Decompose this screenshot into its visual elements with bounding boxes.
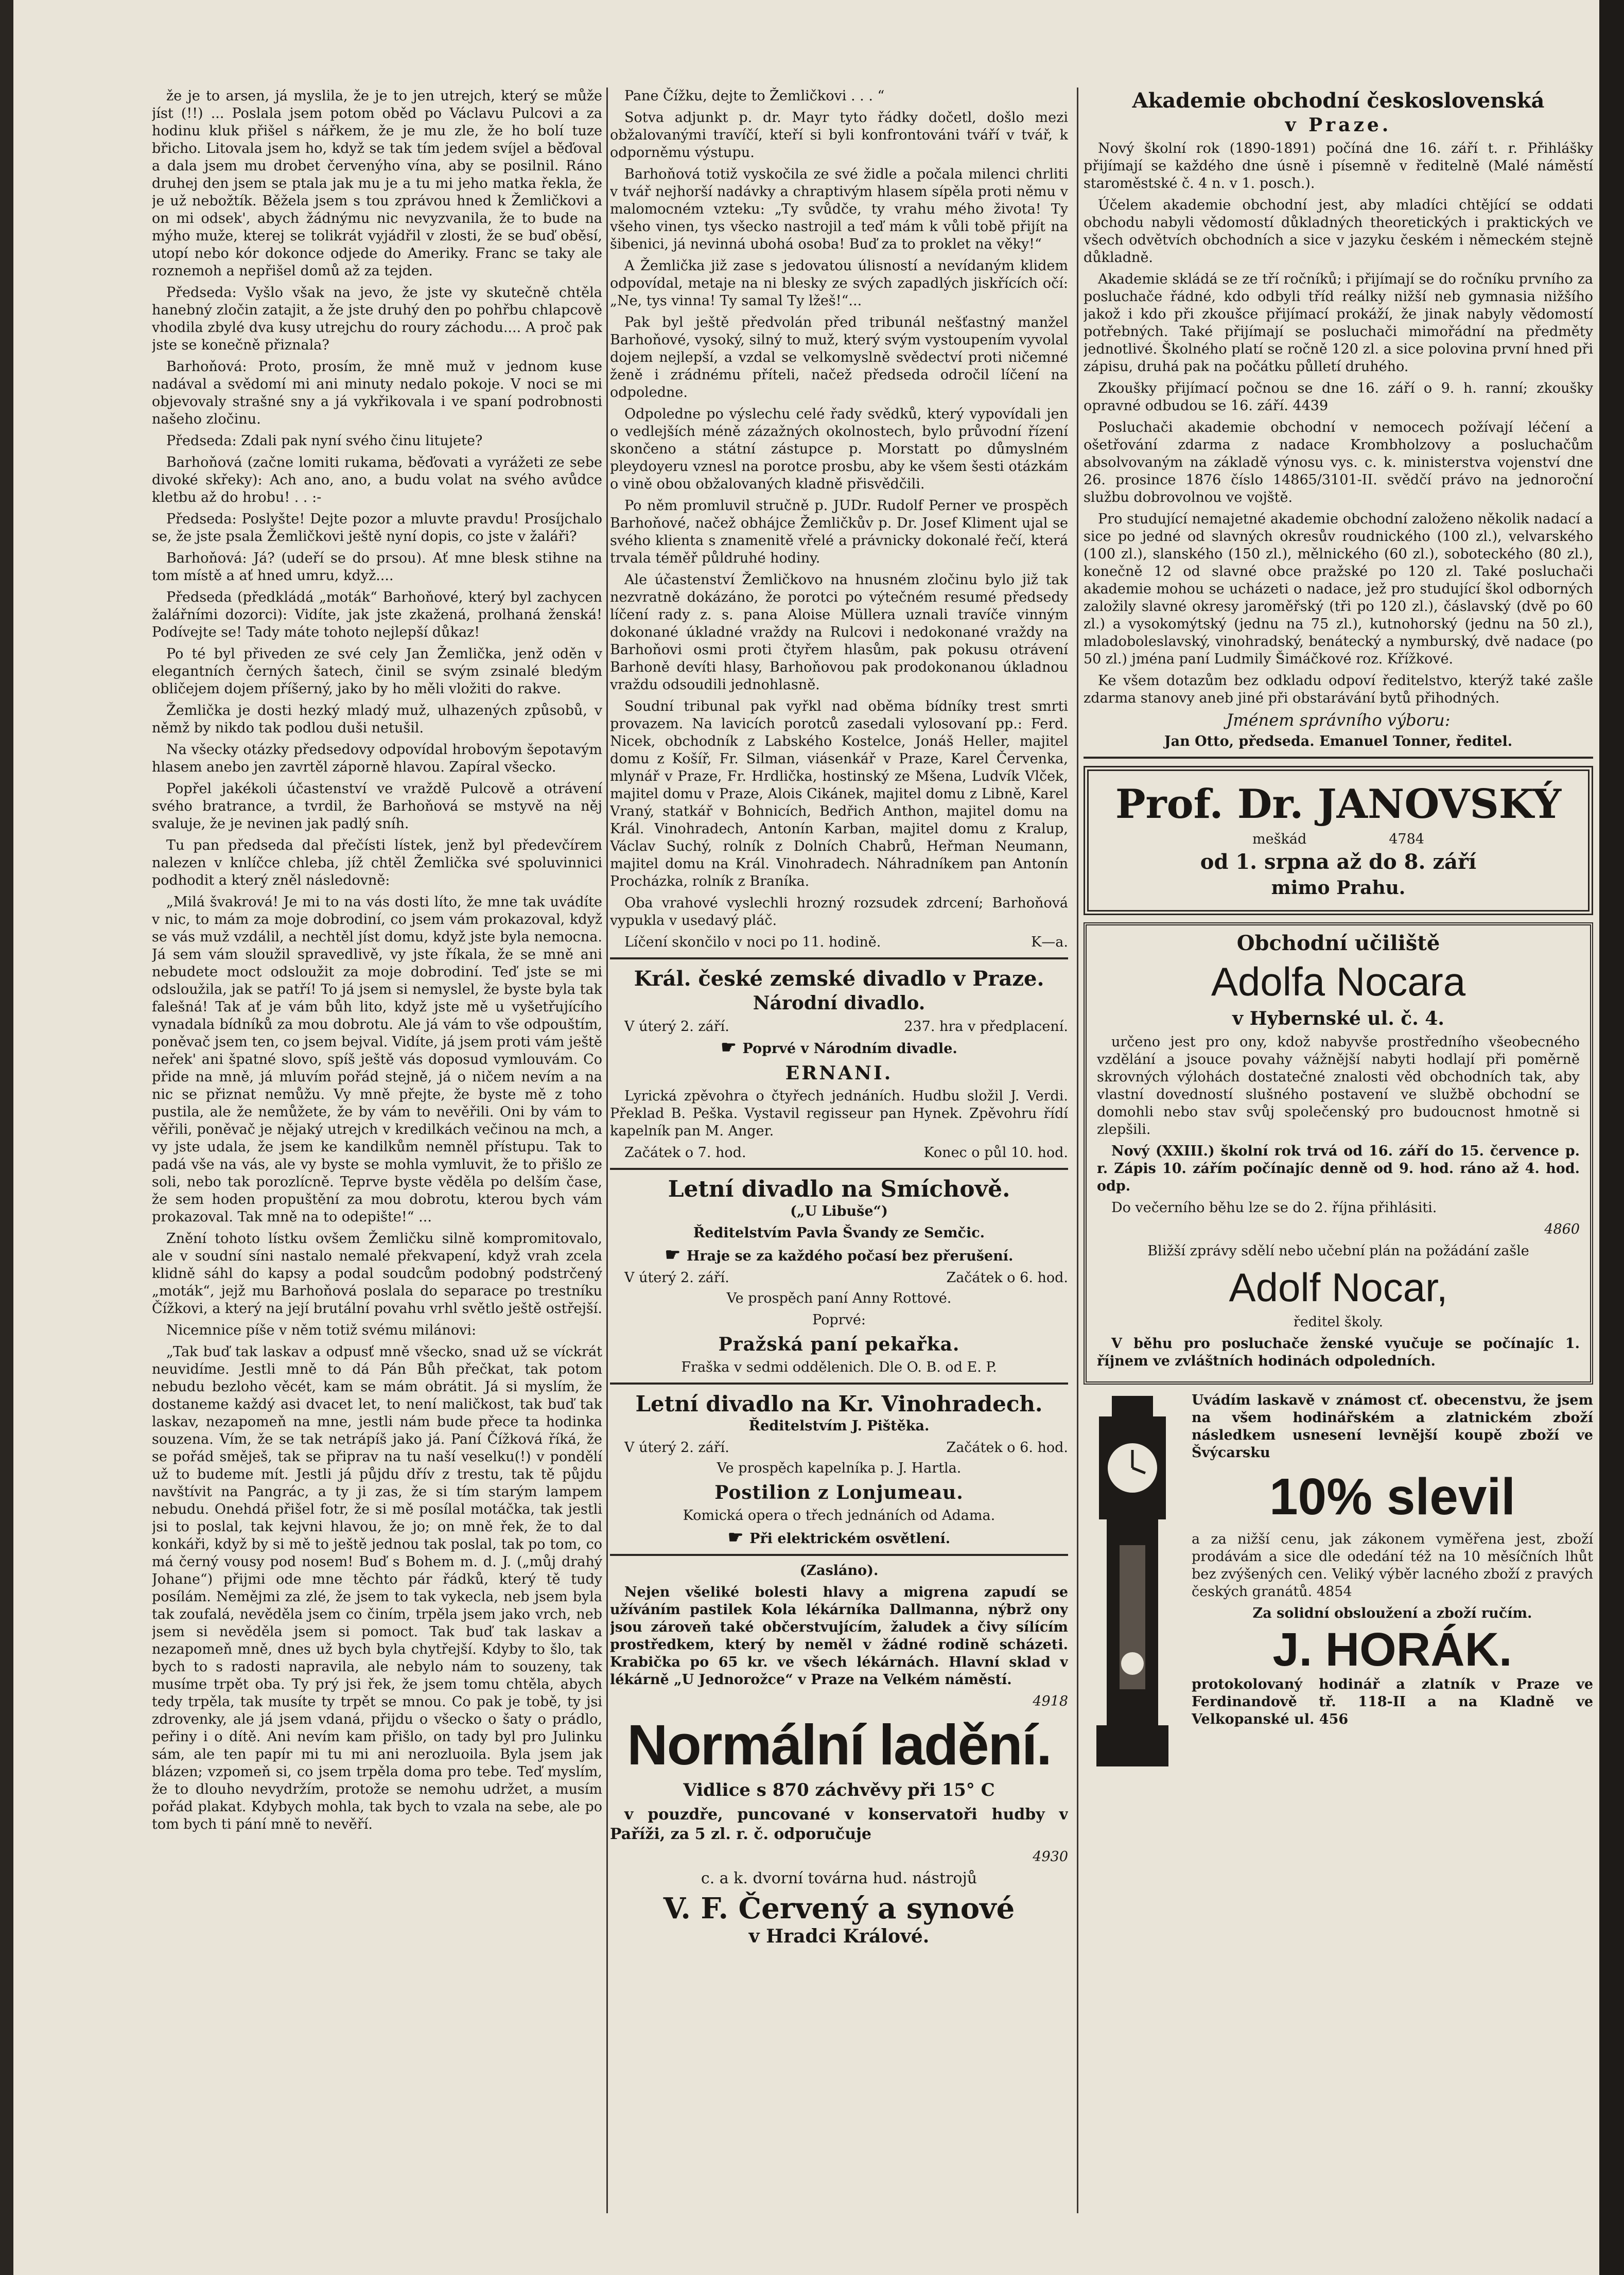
paragraph: Po něm promluvil stručně p. JUDr. Rudolf Perner ve prospěch Barhoňové, načež obhájce Žemličkův p. Dr. Josef Kliment ujal se svého klienta s znamenitě vřelé a právnicky dokonalé řečí, která trvala téměř půldruhé hodiny. (610, 498, 1068, 566)
paragraph: Po té byl přiveden ze své cely Jan Žemlička, jenž oděn v elegantních černých šatech, činil se svým zsinalé bledým obličejem dojem příšerný, jako by ho měli vložiti do rakve. (152, 646, 602, 697)
date: V úterý 2. září. (624, 1019, 729, 1035)
time-row (610, 1144, 1068, 1162)
smichov-theater-listing (610, 1176, 1068, 1376)
paragraph: Zkoušky přijímací počnou se dne 16. září o 9. h. ranní; zkoušky opravné odbudou se 16. září. 4439 (1084, 380, 1593, 414)
advert-dates: od 1. srpna až do 8. září (1200, 850, 1477, 874)
lighting-note: ☛ Při elektrickém osvětlení. (727, 1527, 951, 1548)
advert-line: c. a k. dvorní továrna hud. nástrojů (701, 1869, 977, 1887)
play-title: ERNANI. (785, 1062, 893, 1084)
play-description: Komická opera o třech jednáních od Adama. (683, 1508, 996, 1524)
weather-note: ☛ Hraje se za každého počasí bez přerušení. (665, 1245, 1014, 1265)
theater-subtitle: („U Libuše“) (790, 1203, 888, 1219)
play-title: Pražská paní pekařka. (718, 1334, 960, 1355)
play-title: Postilion z Lonjumeau. (714, 1482, 964, 1503)
advert-number: 4930 (1033, 1849, 1068, 1865)
column-advertisements (1084, 87, 1593, 2224)
paragraph: Barhoňová totiž vyskočila ze své židle a počala milenci chrliti v tvář nejhorší nadávky a chraptivým hlasem sípěla proti němu v malomocném vzteku: „Ty svůdče, ty vrahu mého života! Ty všeho vinen, tys všecko nastrojil a teď mám k vůli tobě přijít na šibenici, já nevinná ubohá osoba! Buď za to proklet na věky!“ (610, 166, 1068, 252)
firm-city: v Hradci Králové. (748, 1926, 930, 1947)
advert-guarantee: Za solidní obsloužení a zboží ručím. (1252, 1605, 1532, 1621)
merchant-name: J. HORÁK. (1272, 1623, 1512, 1676)
paragraph: Předseda (předkládá „moták“ Barhoňové, který byl zachycen žalářními dozorci): Vidíte, jak jste zkažená, prolhaná ženská! Podívejte se! Tady máte tohoto nejlepší důkaz! (152, 589, 602, 640)
theater-director: Ředitelstvím J. Pištěka. (748, 1418, 930, 1434)
date: V úterý 2. září. (624, 1270, 729, 1286)
paragraph: Na všecky otázky předsedovy odpovídal hrobovým šepotavým hlasem anebo jen zavrtěl záporně hlavou. Zapíral všecko. (152, 742, 602, 775)
advert-number: 4860 (1544, 1221, 1580, 1237)
horak-advert (1084, 1392, 1593, 1728)
paragraph: Soudní tribunal pak vyřkl nad oběma bídníky trest smrti provazem. Na lavicích porotců zasedali vylosovaní pp.: Ferd. Nicek, obchodník z Labského Kostelce, Jonáš Heller, majitel domu z Košíř, Fr. Silman, viásenkář v Praze, Karel Červenka, mlynář v Praze, Fr. Hrdlička, hostinský ze Mšena, Ludvík Vlček, majitel domu v Praze, Alois Cikánek, majitel domu z Libně, Karel Vraný, statkář v Bohnicích, Bedřich Anthon, majitel domu na Král. Vinohradech, Antonín Karban, majitel domu z Kralup, Václav Suchý, rolník z Dolních Chabrů, Heřman Neumann, majitel domu na Král. Vinohradech. Náhradníkem pan Antonín Procházka, rolník z Braníka. (610, 698, 1068, 889)
school-name: Adolfa Nocara (1211, 959, 1466, 1004)
paragraph: Předseda: Vyšlo však na jevo, že jste vy skutečně chtěla hanebný zločin zatajit, a že jste druhý den po pohřbu chlapcově vhodila zbylé dva kusy utrejchu do roury záchodu.... A proč pak jste se konečně přiznala? (152, 285, 602, 353)
signers: Jan Otto, předseda. Emanuel Tonner, ředitel. (1164, 733, 1513, 749)
advert-number: 4918 (1033, 1693, 1068, 1709)
theater-title: Letní divadlo na Kr. Vinohradech. (635, 1391, 1043, 1416)
paragraph: Pane Čížku, dejte to Žemličkovi . . . “ (624, 88, 885, 104)
advert-number: 4784 (1389, 831, 1424, 847)
advert-title: Normální ladění. (627, 1713, 1051, 1777)
advert-row (1099, 831, 1578, 848)
tuning-fork-advert (610, 1714, 1068, 1947)
vinohrady-theater-listing (610, 1391, 1068, 1548)
advert-line: meškád (1252, 831, 1307, 847)
paragraph: Znění tohoto lístku ovšem Žemličku silně kompromitovalo, ale v soudní síni nastalo nemalé překvapení, když vrah zcela klidně sáhl do kapsy a podal soudcům podobný podstrčený „moták“, jejž mu Barhoňová poslala do separace po trestníku Čížkovi, a který na její brutální povahu vrhl světlo ještě ostřejší. (152, 1231, 602, 1317)
theater-title: Letní divadlo na Smíchově. (668, 1176, 1010, 1202)
paragraph: Nový (XXIII.) školní rok trvá od 16. září do 15. července p. r. Zápis 10. zářím počínajíc denně od 9. hod. ráno až 4. hod. odp. (1097, 1143, 1580, 1194)
start-time: Začátek o 7. hod. (624, 1145, 746, 1161)
school-street: v Hybernské ul. č. 4. (1232, 1008, 1444, 1029)
paragraph: Akademie skládá se ze tří ročníků; i přijímají se do ročníku prvního za posluchače řádné, kdo odbyli tříd reálky nižší neb gymnasia nižšího jakož i kdo při zkoušce přijímací prokáží, že jinak nabyly vědomostí potřebných. Také přijímají se posluchači mimořádní na předměty jednotlivé. Školného platí se ročně 120 zl. a sice polovina první hned při zápisu, druhá pak na počátku půlletí druhého. (1084, 271, 1593, 375)
column-rule (1077, 87, 1078, 2213)
grandfather-clock-icon (1084, 1396, 1181, 1766)
theater-director: Ředitelstvím Pavla Švandy ze Semčic. (693, 1225, 985, 1241)
pointing-hand-icon: ☛ (727, 1527, 750, 1548)
firm-name: V. F. Červený a synové (663, 1892, 1015, 1926)
paragraph: Popřel jakékoli účastenství ve vraždě Pulcově a otrávení svého bratrance, a tvrdil, že Barhoňová se mstyvě na něj svaluje, že je nevinen jak padlý sníh. (152, 781, 602, 832)
paragraph: Žemlička je dosti hezký mladý muž, ulhazených způsobů, v němž by nikdo tak podlou duši netušil. (152, 703, 602, 736)
paragraph: Pak byl ještě předvolán před tribunál nešťastný manžel Barhoňové, vysoký, silný to muž, který svým vystoupením vyvolal dojem nejlepší, a vzdal se velkomyslně svědectví proti ničemné ženě i zrádnému příteli, načež předseda odročil líčení na odpoledne. (610, 314, 1068, 400)
author-signature: K—a. (1031, 934, 1068, 950)
director-name: Adolf Nocar, (1229, 1265, 1448, 1310)
scan-edge-left (0, 0, 13, 2275)
paragraph: Barhoňová: Proto, prosím, že mně muž v jednom kuse nadával a svědomí mi ani minuty nedalo pokoje. V noci se mi objevovaly strašné sny a já vykřikovala i ve spaní podrobnosti našeho zločinu. (152, 359, 602, 427)
paragraph: Do večerního běhu lze se do 2. října přihlásiti. (1111, 1200, 1437, 1216)
paragraph: Účelem akademie obchodní jest, aby mladíci chtějící se oddati obchodu nabyli vědomostí důkladných theoretických i praktických ve všech odvětvích obchodních a sice v jazyku českém i německém stejně důkladně. (1084, 197, 1593, 266)
column-rule (606, 87, 608, 2213)
closing-line (610, 934, 1068, 951)
divider (610, 1168, 1068, 1170)
pointing-hand-icon: ☛ (721, 1037, 743, 1058)
paragraph: Sotva adjunkt p. dr. Mayr tyto řádky dočetl, došlo mezi obžalovanými travíčí, kteří si byli konfrontováni tváří v tvář, k odporněmu výstupu. (610, 110, 1068, 161)
advert-text: Nejen všeliké bolesti hlavy a migrena zapudí se užíváním pastilek Kola lékárníka Dallmanna, nýbrž ony jsou zároveň také občerstvujícím, žaludek a čivy sílícím prostředkem, který by neměl v žádné rodině scházeti. Krabička po 65 kr. ve všech lékárnách. Hlavní sklad v lékárně „U Jednorožce“ v Praze na Velkém náměstí. (610, 1584, 1068, 1688)
end-time: Konec o půl 10. hod. (923, 1145, 1068, 1161)
date-row (610, 1018, 1068, 1036)
scan-edge-right (1599, 0, 1624, 2275)
paragraph: Tu pan předseda dal přečísti lístek, jenž byl předevčírem nalezen v knlíčce chleba, jíž chtěl Žemlička své spoluvinnici podhodit a který zněl následovně: (152, 837, 602, 888)
director-role: ředitel školy. (1293, 1314, 1384, 1330)
premiere-note: ☛ Poprvé v Národním divadle. (721, 1037, 957, 1058)
premiere-note: Poprvé: (812, 1312, 866, 1328)
nocar-school-advert (1084, 922, 1593, 1385)
start-time: Začátek o 6. hod. (946, 1270, 1068, 1286)
divider (610, 1382, 1068, 1385)
pointing-hand-icon: ☛ (665, 1245, 687, 1265)
merchant-address: protokolovaný hodinář a zlatník v Praze ve Ferdinandově tř. 118-II a na Kladně ve Velkopanské ul. 456 (1192, 1676, 1593, 1727)
divider (610, 1554, 1068, 1556)
paragraph: Barhoňová: Já? (udeří se do prsou). Ať mne blesk stihne na tom místě a ať hned umru, když.... (152, 550, 602, 584)
advert-title: Akademie obchodní československá (1132, 89, 1545, 113)
paragraph: „Milá švakrová! Je mi to na vás dosti líto, že mne tak uvádíte v nic, to mám za moje dobrodiní, co jsem vám prokazoval, když se vás muž vzdálil, a nechtěl jíst domu, když jste byla nemocna. Já sem vám sloužil spravedlivě, vy jste říkala, že se mně ani nebudete moct odsloužit za moje dobrodiní. Teď jste se mi odsloužila, jak se patří! To já jsem si nemyslel, že byste byla tak falešná! Tak ať je vám bůh lito, když jste mě u vyšetřujícího vynadala bídníků za mou dobrotu. Ale já vám to vše odpouštím, poněvač jsem ten, co jsem bejval. Vidíte, já jsem proti vám ještě neřek' ani špatné slovo, spíš ještě vás doposud vymlouvám. Co přide na mně, já mluvím pořád stejně, já o ničem nevím a na nic se přiznat nemůžu. Vy mně přejte, že byste mě z toho pustila, ale že nemůžete, že by vám to nevěřili. Oni by vám to věřili, poněvač je nějaký utrejch v kredilkách večinou na mch, a vy jste udala, že jsem ke kandilkům nemněl přístupu. Tak to padá vše na vás, ale vy byste se mohla vymluvit, že to přišlo ze soli, nebo tak porozlícně. Teprve byste věděla po delším čase, že sem hoden propuštění za mou dobrotu, kterou bych vám prokazoval. Tak mně na to odepište!“ ... (152, 894, 602, 1225)
closing-text: Líčení skončilo v noci po 11. hodině. (624, 934, 881, 950)
advert-line: Vidlice s 870 záchvěvy při 15° C (683, 1780, 995, 1800)
paragraph: Barhoňová (začne lomiti rukama, běďovati a vyrážeti ze sebe divoké skřeky): Ach ano, ano, a budu volat na svého avůdce kletbu až do hrobu! . . :- (152, 454, 602, 505)
paragraph: Nový školní rok (1890-1891) počíná dne 16. září t. r. Přihlášky přijímají se každého dne úsně i písemně v ředitelně (Malé náměstí staroměstské č. 4 n. v 1. posch.). (1084, 141, 1593, 191)
paragraph: V běhu pro posluchače ženské vyučuje se počínajíc 1. říjnem ve zvláštních hodinách odpoledních. (1097, 1336, 1580, 1369)
start-time: Začátek o 6. hod. (946, 1440, 1068, 1456)
janovsky-advert (1084, 766, 1593, 915)
paragraph: Odpoledne po výslechu celé řady svědků, který vypovídali jen o vedlejších méně zázažných okolnostech, bylo průvodní řízení skončeno a státní zástupce p. Morstatt po důmyslném pleydoyeru vznesl na porotce prosbu, aby ke všem šesti otázkám o vině obou obžalovaných kladně přisvědčili. (610, 406, 1068, 492)
paragraph: A Žemlička již zase s jedovatou úlisností a nevídaným klidem odpovídal, metaje na ni blesky ze svých zapadlých jiskřících očí: „Ne, tys vinna! Ty samal Ty lžeš!“... (610, 258, 1068, 309)
advert-text: a za nižší cenu, jak zákonem vyměřena jest, zboží prodávám a sice dle odedání též na 10 měsíčních lhůt bez zvýšených cen. Veliký výběr lacného zboží z pravých českých granátů. 4854 (1192, 1531, 1593, 1600)
discount-headline: 10% slevil (1269, 1468, 1516, 1526)
paragraph: že je to arsen, já myslila, že je to jen utrejch, který se může jíst (!!) ... Poslala jsem potom oběd po Václavu Pulcovi a za hodinu kluk přišel s nářkem, že je mu zle, že ho bolí tuze břicho. Litovala jsem ho, když se tak tím jedem svíjel a běďoval a dala jsem mu drobet červenýho vína, aby se posilnil. Ráno druhej den jsem se ptala jak mu je a tu mi jeho matka řekla, že je už nebožtík. Běžela jsem s tou zprávou hned k Žemličkovi a on mi odsek', abych žádnýmu nic nevyzvanila, že to bude na mýho muže, kterej se tolikrát vyjádřil v zlosti, že se buď oběsí, utopí nebo kór dokonce odjede do Ameriky. Franc se taky ale roznemoh a nepřišel domů až za tejden. (152, 88, 602, 279)
paragraph: určeno jest pro ony, kdož nabyvše prostředního všeobecného vzdělání a jsouce povahy vážnější nabyti hodlají při poměrně skrovných výlohách dostatečné znalosti věd obchodních tak, aby vlastní dovedností slušného postavení ve službě obchodní se domohli nebo stav svůj společenský pro budoucnost hmotně si zlepšili. (1097, 1034, 1580, 1137)
paragraph: Posluchači akademie obchodní v nemocech požívají léčení a ošetřování zdarma z nadace Krombholzovy a posluchačům absolvovaným na základě výnosu vys. c. k. ministerstva vojenství dne 26. prosince 1876 číslo 14865/3101-II. svědčí právo na jednoroční službu dobrovolnou ve vojště. (1084, 419, 1593, 505)
divider (1084, 757, 1593, 759)
date-row (610, 1269, 1068, 1287)
date: V úterý 2. září. (624, 1440, 729, 1456)
national-theater-listing (610, 966, 1068, 1162)
advert-title: Obchodní učiliště (1236, 931, 1440, 955)
advert-number: 4854 (1316, 1584, 1352, 1600)
zaslano-advert (610, 1562, 1068, 1710)
theater-title: Král. české zemské divadlo v Praze. (634, 967, 1044, 991)
paragraph: Ke všem dotazům bez odkladu odpoví ředitelstvo, kterýž také zašle zdarma stanovy aneb jiné při obstarávání bytů přihodných. (1084, 673, 1593, 706)
column-trial-report (152, 87, 602, 2224)
advert-away: mimo Prahu. (1271, 877, 1406, 899)
advert-line: Bližší zprávy sdělí nebo učební plán na požádání zašle (1147, 1243, 1529, 1259)
advert-number: 4439 (1293, 398, 1329, 414)
advert-intro: Uvádím laskavě v známost cť. obecenstvu, že jsem na všem hodinářském a zlatnickém zboží následkem usnesení levnější koupě zboží ve Švýcarsku (1192, 1392, 1593, 1461)
benefit-note: Ve prospěch paní Anny Rottové. (726, 1290, 952, 1306)
paragraph: Ale účastenství Žemličkovo na hnusném zločinu bylo již tak nezvratně dokázáno, že porotci po výtečném resumé předsedy líčení rady z. s. pana Aloise Müllera uznali travíče vinným dokonané úkladné vraždy na Rulcovi i nedokonané vraždy na Barhoňovi osmi proti čtyřem hlasům, pak pokusu otrávení Barhoně devíti hlasy, Barhoňovou pak prodokonanou úkladnou vraždu odsoudili jednohlasně. (610, 572, 1068, 693)
paragraph: „Tak buď tak laskav a odpusť mně všecko, snad už se víckrát neuvidíme. Jestli mně to dá Pán Bůh přečkat, tak potom nebudu bezloho věcét, kam se mám obrátit. Já si myslím, že dostaneme každý asi dvacet let, to není maličkost, tak buď tak laskav, nezapomeň na mne, jestli nám bude přece ta hodinka souzena. Vím, že se tak netrápíš jako já. Paní Čížková říká, že se pořád směješ, tak se připrav na tu naší veselku(!) v pondělí už to budeme mít. Jestli já půjdu dřív z trestu, tak tě půjdu navštívit na Pangrác, a ty ji zas, že si tím starým lampem nebudu. Onehdá přišel fotr, že si mě posílal motáčka, tak jestli jsi to poslal, tak kejvni hlavou, že jo; on mně řek, že to dal konkáři, když by si mě to ještě jednou tak poslal, tak po tom, co má černý vousy pod nosem! Buď s Bohem m. d. J. („můj drahý Johane“) přijmi ode mne těchto pár řádků, který tě tudy posílám. Nemějmi za zlé, že jsem to tak vykecla, neb jsem byla tak zoufalá, nevěděla jsem co činím, trpěla jsem jako vrch, neb jsem si nevěděla jsem si pomoct. Tak buď tak laskav a nezapomeň mně, dnes už bych byla chytřejší. Kdyby to šlo, tak bych to s radosti napravila, ale nebylo nám to souzeny, tak musíme trpět oba. Ty prý jsi řek, že jsem tomu chtěla, abych tedy trpěla, tak musíte ty trpět se mnou. Co pak je tobě, ty jsi zdrovenky, ale já jsem vdaná, přijdu o všecko o šaty o prádlo, peřiny i o dítě. Ani nevím kam přišlo, on tady byl pro Julinku sám, ale ten papír mi tu mi ani nerozluoila. Byla jsem jak blázen; vzpomeň si, co jsem trpěla doma pro tebe. Teď myslím, že to dlouho nevydržím, protože se nemohu udržet, a musím pořád plakat. Kdybych mohla, tak bych to vzala na sebe, ale po tom bych ti pání mně to nevěří. (152, 1344, 602, 1832)
advert-name: Prof. Dr. JANOVSKÝ (1115, 781, 1562, 828)
benefit-note: Ve prospěch kapelníka p. J. Hartla. (717, 1460, 962, 1476)
paragraph: Pro studující nemajetné akademie obchodní založeno několik nadací a sice po jedné od slavných okresův roudnického (100 zl.), velvarského (100 zl.), slanského (150 zl.), mělnického (60 zl.), soboteckého (80 zl.), konečně 12 od slavné obce pražské po 120 zl. Také posluchači akademie mohou se ucházeti o nadace, jež pro studující škol odborných založily slavné okresy jaroměřský (tři po 120 zl.), čáslavský (dvě po 60 zl.) a vysokomýtský (jednu na 75 zl.), kutnohorský (jednu na 50 zl.), mladoboleslavský, vinohradský, benátecký a nymburský, dvě nadace (po 50 zl.) jména paní Ludmily Šimáčkové roz. Křížkové. (1084, 511, 1593, 667)
divider (610, 957, 1068, 959)
advert-line: v pouzdře, puncované v konservatoři hudby v Paříži, za 5 zl. r. č. odporučuje (610, 1806, 1068, 1843)
theater-subtitle: Národní divadlo. (753, 992, 925, 1014)
play-description: Lyrická zpěvohra o čtyřech jednáních. Hudbu složil J. Verdi. Překlad B. Peška. Vystavil regisseur pan Hynek. Zpěvohru řídí kapelník pan M. Anger. (610, 1088, 1068, 1139)
akademie-advert (1084, 87, 1593, 750)
play-description: Fraška v sedmi oddělenich. Dle O. B. od E. P. (681, 1359, 997, 1375)
paragraph: Předseda: Poslyšte! Dejte pozor a mluvte pravdu! Prosíjchalo se, že jste psala Žemličkovi ještě nyní dopis, co jste v žaláři? (152, 511, 602, 545)
paragraph: Oba vrahové vyslechli hrozný rozsudek zdrcení; Barhoňová vypukla v usedavý pláč. (610, 895, 1068, 929)
paragraph: Předseda: Zdali pak nyní svého činu litujete? (166, 433, 483, 449)
date-row (610, 1439, 1068, 1457)
paragraph: Nicemnice píše v něm totiž svému milánovi: (166, 1322, 477, 1338)
committee: Jménem správního výboru: (1226, 710, 1451, 730)
performance-number: 237. hra v předplacení. (904, 1019, 1068, 1035)
advert-city: v Praze. (1285, 114, 1392, 136)
advert-title: (Zasláno). (799, 1563, 879, 1579)
column-trial-and-theaters (610, 87, 1068, 2224)
